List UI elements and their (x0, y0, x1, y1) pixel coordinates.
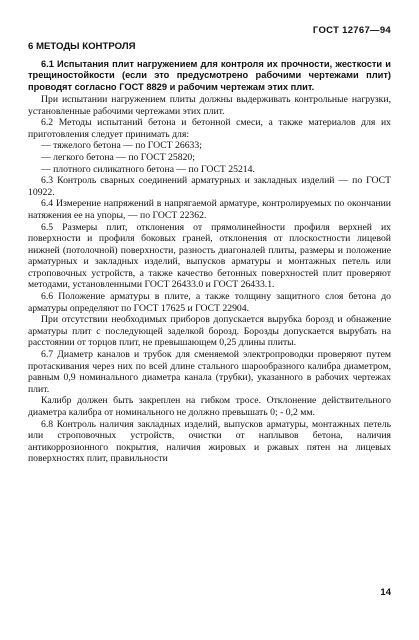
document-body (28, 41, 391, 465)
standard-header: ГОСТ 12767—94 (312, 25, 391, 36)
paragraph-6-4: 6.4 Измерение напряжений в напрягаемой арматуре, контролируемых по окончании натяжения ее на упоры, — по ГОСТ 22362. (28, 198, 391, 221)
paragraph-6-1: 6.1 Испытания плит нагружением для контроля их прочности, жесткости и трещиностойкости (если это предусмотрено рабочими чертежами плит) проводят согласно ГОСТ 8829 и рабочим чертежам этих плит. (28, 58, 391, 93)
list-item: — плотного силикатного бетона — по ГОСТ 25214. (41, 163, 255, 175)
paragraph-6-8: 6.8 Контроль наличия закладных изделий, выпусков арматуры, монтажных петель или строповочных устройств, очистки от наплывов бетона, наличия антикоррозионного покрытия, наличия жировых и ржавых пятен на лицевых поверхностях плит, правильности (28, 418, 391, 465)
paragraph-gauge-note: Калибр должен быть закреплен на гибком тросе. Отклонение действительного диаметра калибра от номинального не должно превышать 0; - 0,2 мм. (28, 395, 391, 419)
paragraph-6-2: 6.2 Методы испытаний бетона и бетонной смеси, а также материалов для их приготовления следует принимать для: (28, 117, 391, 140)
section-title: 6 МЕТОДЫ КОНТРОЛЯ (28, 41, 136, 52)
paragraph-6-5: 6.5 Размеры плит, отклонения от прямолинейности профиля верхней их поверхности и профиля боковых граней, отклонения от плоскостности лицевой нижней (потолочной) поверхности, разность диагоналей плиты, размеры и положение арматурных и закладных изделий, выпусков арматуры и монтажных петель или строповочных устройств, а также качество бетонных поверхностей плит проверяют методами, установленными ГОСТ 26433.0 и ГОСТ 26433.1. (28, 221, 391, 291)
concrete-types-list (28, 140, 391, 175)
paragraph-6-6: 6.6 Положение арматуры в плите, а также толщину защитного слоя бетона до арматуры определяют по ГОСТ 17625 и ГОСТ 22904. (28, 291, 391, 314)
paragraph-loading-note: При испытании нагружением плиты должны выдерживать контрольные нагрузки, установленные рабочими чертежами этих плит. (28, 93, 391, 117)
page-number: 14 (380, 587, 391, 598)
paragraph-6-7: 6.7 Диаметр каналов и трубок для сменяемой электропроводки проверяют путем протаскивания через них по всей длине стального шарообразного калибра диаметром, равным 0,9 номинального диаметра канала (трубки), указанного в рабочих чертежах плит. (28, 349, 391, 395)
paragraph-groove-note: При отсутствии необходимых приборов допускается вырубка борозд и обнажение арматуры плит с последующей заделкой борозд. Борозды допускается вырубать на расстоянии от торцов плит, не превышающем 0,25 длины плиты. (28, 314, 391, 349)
list-item: — тяжелого бетона — по ГОСТ 26633; (41, 140, 202, 152)
paragraph-6-3: 6.3 Контроль сварных соединений арматурных и закладных изделий — по ГОСТ 10922. (28, 175, 391, 198)
list-item: — легкого бетона — по ГОСТ 25820; (41, 151, 195, 163)
